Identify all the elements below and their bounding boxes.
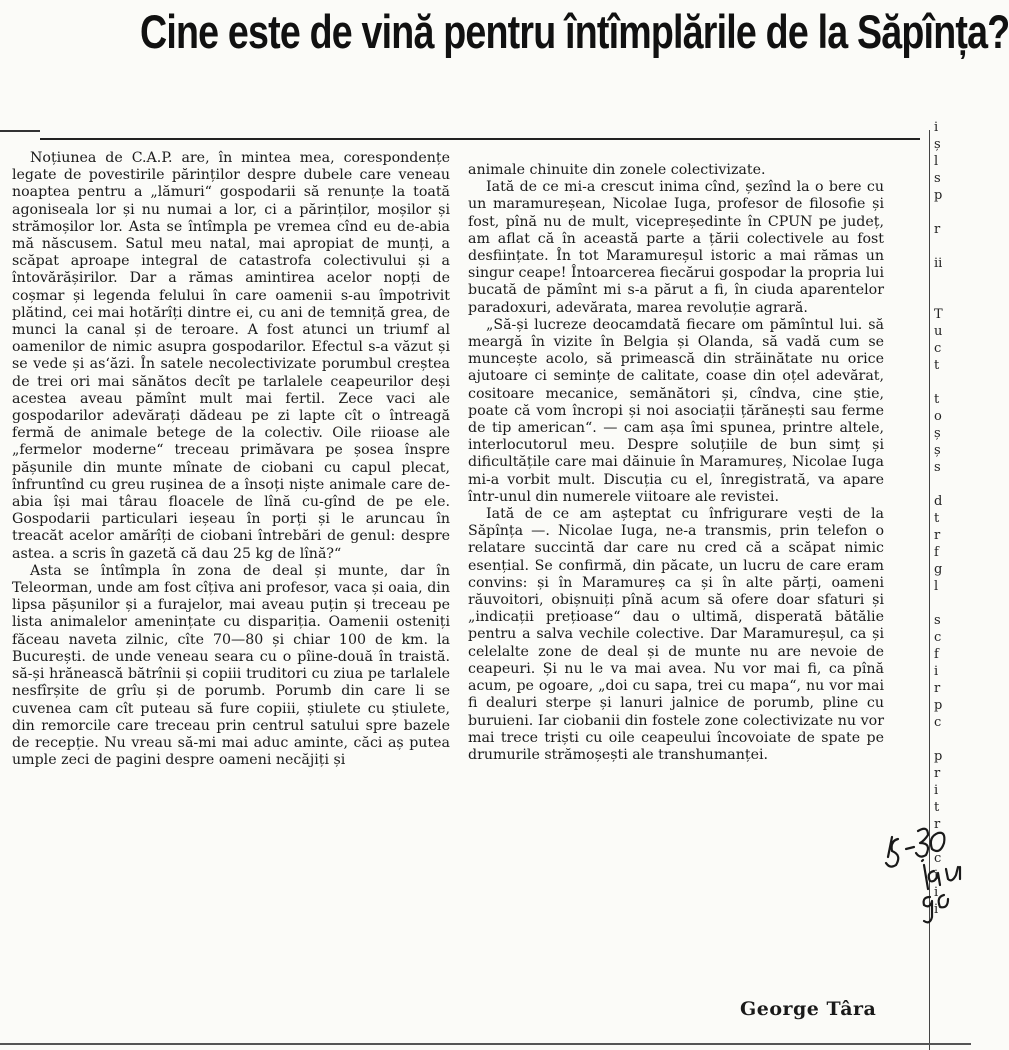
edge-fragment — [934, 239, 971, 256]
paragraph: Asta se întîmpla în zona de deal și munte, dar în Teleorman, unde am fost cîțiva ani profesor, vaca și oaia, din lipsa pășunilor și a furajelor, mai aveau puțin și treceau pe lista animalelor amenințate cu dispariția. Oamenii osteniți făceau naveta zilnic, cîte 70—80 și chiar 100 de km. la București. de unde veneau seara cu o pîine-două în traistă. să-și hrănească bătrînii și copiii truditori cu ziua pe tarlalele nesfîrșite de grîu și de porumb. Porumb din care li se cuvenea cam cît puteau să fure copiii, știulete cu știulete, din remorcile care treceau prin centrul satului spre bazele de recepție. Nu vreau să-mi mai aduc aminte, căci aș putea umple zeci de pagini despre oameni necăjiți și — [12, 562, 450, 769]
edge-fragment: c — [934, 341, 942, 356]
edge-fragment: t — [934, 800, 940, 815]
edge-fragment: r — [934, 222, 941, 237]
article-column-2 — [468, 162, 884, 764]
edge-fragment — [934, 732, 971, 749]
paragraph: animale chinuite din zonele colectivizate. — [468, 162, 766, 178]
edge-fragment: i — [934, 885, 939, 900]
edge-fragment: p — [934, 698, 943, 713]
edge-fragment: ș — [934, 426, 941, 441]
edge-fragment: c — [934, 851, 942, 866]
edge-fragment: i — [934, 902, 939, 917]
edge-fragment — [934, 477, 971, 494]
edge-fragment: s — [934, 613, 941, 628]
edge-fragment: t — [934, 358, 940, 373]
edge-fragment: d — [934, 494, 943, 509]
headline-rule — [40, 138, 920, 140]
edge-fragment: u — [934, 324, 943, 339]
edge-fragment — [934, 375, 971, 392]
edge-fragment: ș — [934, 137, 941, 152]
edge-fragment: p — [934, 188, 943, 203]
edge-fragment: r — [934, 766, 941, 781]
edge-fragment: t — [934, 511, 940, 526]
edge-fragment: r — [934, 681, 941, 696]
paragraph: „Să-și lucreze deocamdată fiecare om pămîntul lui. să meargă în vizite în Belgia și Olanda, să vadă cum se muncește acolo, să primească din străinătate nu orice ajutoare ci semințe de calitate, coase din oțel adevărat, cositoare mecanice, semănători și, cîndva, cine știe, poate că vom încropi și noi asociații țărănești sau ferme de tip american“. — cam așa îmi spunea, printre altele, interlocutorul meu. Despre soluțiile de bun simț și dificultățile care mai dăinuie în Maramureș, Nicolae Iuga mi-a vorbit mult. Discuția cu el, înregistrată, va apare într-unul din numerele viitoare ale revistei. — [468, 316, 884, 505]
edge-fragment: T — [934, 307, 943, 322]
edge-fragment: i — [934, 783, 939, 798]
edge-fragment — [934, 273, 971, 290]
edge-fragment — [934, 290, 971, 307]
edge-fragment: s — [934, 171, 941, 186]
edge-fragment: l — [934, 579, 939, 594]
paragraph: Iată de ce am așteptat cu înfrigurare vești de la Săpînța —. Nicolae Iuga, ne-a transmis, prin telefon o relatare succintă dar care nu cred că a scăpat nimic esențial. Se confirmă, din păcate, un lucru de care eram convins: și în Maramureș ca și în alte părți, oameni răuvoitori, obișnuiți pînă acum să ofere doar sfaturi și „indicații prețioase“ dau o ultimă, disperată bătălie pentru a salva vechile colective. Dar Maramureșul, ca și celelalte zone de deal și de munte nu are nevoie de ceapeuri. Și nu le va mai avea. Nu vor mai fi, ca pînă acum, pe ogoare, „doi cu sapa, trei cu mapa“, nu vor mai fi dealuri sterpe și lanuri jalnice de porumb, pline cu buruieni. Iar ciobanii din fostele zone colectivizate nu vor mai trece triști cu oile ceapeului încovoiate de spate pe drumurile strămoșești ale transhumanței. — [468, 506, 884, 763]
edge-fragment: r — [934, 817, 941, 832]
page-bottom-rule — [0, 1043, 971, 1045]
article-headline: Cine este de vină pentru întîmplările de la Săpînța? — [140, 5, 1009, 58]
edge-fragment — [934, 205, 971, 222]
edge-fragment: c — [934, 630, 942, 645]
author-signature: George Târa — [740, 998, 877, 1020]
edge-fragment: p — [934, 749, 943, 764]
edge-fragment: i — [934, 120, 939, 135]
edge-fragment: c — [934, 715, 942, 730]
edge-fragment: t — [934, 392, 940, 407]
paragraph: Noțiunea de C.A.P. are, în mintea mea, corespondențe legate de povestirile părinților despre dubele care veneau noaptea pentru a „lămuri“ gospodarii să renunțe la toată agoniseala lor și nu numai a lor, ci a părinților, moșilor și strămoșilor lor. Asta se întîmpla pe vremea cînd eu de-abia mă născusem. Satul meu natal, mai apropiat de munți, a scăpat aproape integral de catastrofa colectivului și a întovărășirilor. Dar a rămas amintirea acelor nopți de coșmar și legenda felului în care oamenii s-au împotrivit plătind, cei mai hotărîți dintre ei, cu ani de temniță grea, de munci la canal și de teroare. A fost atunci un triumf al oamenilor de nimic asupra gospodarilor. Efectul s-a văzut și se vede și as‘ăzi. În satele necolectivizate porumbul creștea de trei ori mai sănătos decît pe tarlalele ceapeurilor deși acestea aveau pămînt mult mai fertil. Zece vaci ale gospodarilor adevărați dădeau pe zi lapte cît o întreagă fermă de animale betege de la colectiv. Oile riioase ale „fermelor moderne“ treceau primăvara pe șosea înspre pășunile din munte mînate de ciobani cu capul plecat, înfruntînd cu greu rușinea de a însoți niște animale care de-abia își mai târau floacele de lînă cu-gînd de pe ele. Gospodarii particulari ieșeau în porți și le aruncau în treacăt acelor amărîți de ciobani întrebări de genul: despre astea. a scris în gazetă că dau 25 kg de lînă?“ — [12, 150, 450, 562]
handwritten-date-note — [880, 815, 971, 935]
edge-fragment: s — [934, 460, 941, 475]
edge-fragment: r — [934, 528, 941, 543]
margin-dash — [0, 130, 40, 132]
edge-fragment: i — [934, 868, 939, 883]
edge-fragment: l — [934, 154, 939, 169]
edge-fragment: f — [934, 545, 939, 560]
edge-fragment: f — [934, 647, 939, 662]
article-column-1 — [12, 150, 450, 769]
edge-fragment: ș — [934, 443, 941, 458]
paragraph: Iată de ce mi-a crescut inima cînd, șezînd la o bere cu un maramureșean, Nicolae Iuga, profesor de filosofie și fost, pînă nu de mult, vicepreședinte în CPUN pe județ, am aflat că în această parte a țării colectivele au fost desființate. În tot Maramureșul istoric a mai rămas un singur ceape! Întoarcerea fiecărui gospodar la propria lui bucată de pămînt mi s-a părut a fi, în ciuda aparentelor paradoxuri, adevărata, marea revoluție agrară. — [468, 179, 884, 316]
edge-fragment: i — [934, 664, 939, 679]
edge-fragment: o — [934, 409, 942, 424]
edge-fragment: g — [934, 562, 943, 577]
edge-fragment — [934, 596, 971, 613]
edge-fragment: ii — [934, 256, 943, 271]
